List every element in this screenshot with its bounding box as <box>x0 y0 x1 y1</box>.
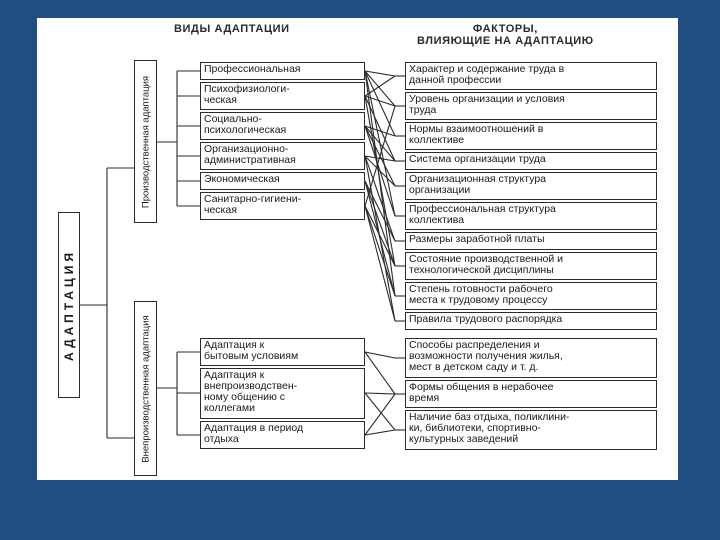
type-box-professional: Профессиональная <box>200 62 365 80</box>
type-box-organizational: Организационно- административная <box>200 142 365 170</box>
type-factor-link <box>365 206 395 266</box>
type-box-economic: Экономическая <box>200 172 365 190</box>
factor-box-6: Профессиональная структура коллектива <box>405 202 657 230</box>
group-nonproduction-box <box>134 301 157 476</box>
diagram-sheet <box>37 18 678 480</box>
type-box-household: Адаптация к бытовым условиям <box>200 338 365 366</box>
root-adaptation-label: АДАПТАЦИЯ <box>62 248 76 362</box>
factor-box-4: Система организации труда <box>405 152 657 170</box>
type-factor-link <box>365 76 395 96</box>
types-header: ВИДЫ АДАПТАЦИИ <box>174 23 290 35</box>
group-production-label: Производственная адаптация <box>140 75 151 208</box>
factor-box-11: Способы распределения и возможности получения жилья, мест в детском саду и т. д. <box>405 338 657 378</box>
factor-box-10: Правила трудового распорядка <box>405 312 657 330</box>
type-box-rest-period: Адаптация в период отдыха <box>200 421 365 449</box>
factor-box-9: Степень готовности рабочего места к трудовому процессу <box>405 282 657 310</box>
type-factor-link <box>365 96 395 161</box>
factor-box-5: Организационная структура организации <box>405 172 657 200</box>
type-factor-link <box>365 206 395 296</box>
type-box-informal-communication: Адаптация к внепроизводствен- ному общению с коллегами <box>200 368 365 419</box>
type-factor-link <box>365 393 395 394</box>
type-box-psychophysiological: Психофизиологи- ческая <box>200 82 365 110</box>
factor-box-7: Размеры заработной платы <box>405 232 657 250</box>
factor-box-3: Нормы взаимоотношений в коллективе <box>405 122 657 150</box>
factor-box-13: Наличие баз отдыха, поликлини- ки, библиотеки, спортивно- культурных заведений <box>405 410 657 450</box>
factors-header: ФАКТОРЫ, ВЛИЯЮЩИЕ НА АДАПТАЦИЮ <box>417 23 594 47</box>
type-box-sanitary: Санитарно-гигиени- ческая <box>200 192 365 220</box>
factor-box-12: Формы общения в нерабочее время <box>405 380 657 408</box>
type-factor-link <box>365 393 395 430</box>
type-factor-link <box>365 352 395 358</box>
type-factor-link <box>365 71 395 76</box>
root-adaptation-box <box>58 212 80 398</box>
group-production-box <box>134 60 157 223</box>
factor-box-8: Состояние производственной и технологической дисциплины <box>405 252 657 280</box>
factor-box-1: Характер и содержание труда в данной профессии <box>405 62 657 90</box>
group-nonproduction-label: Внепроизводственная адаптация <box>140 314 151 463</box>
type-factor-link <box>365 352 395 394</box>
type-box-sociopsychological: Социально- психологическая <box>200 112 365 140</box>
type-factor-link <box>365 430 395 435</box>
type-factor-link <box>365 394 395 435</box>
factor-box-2: Уровень организации и условия труда <box>405 92 657 120</box>
